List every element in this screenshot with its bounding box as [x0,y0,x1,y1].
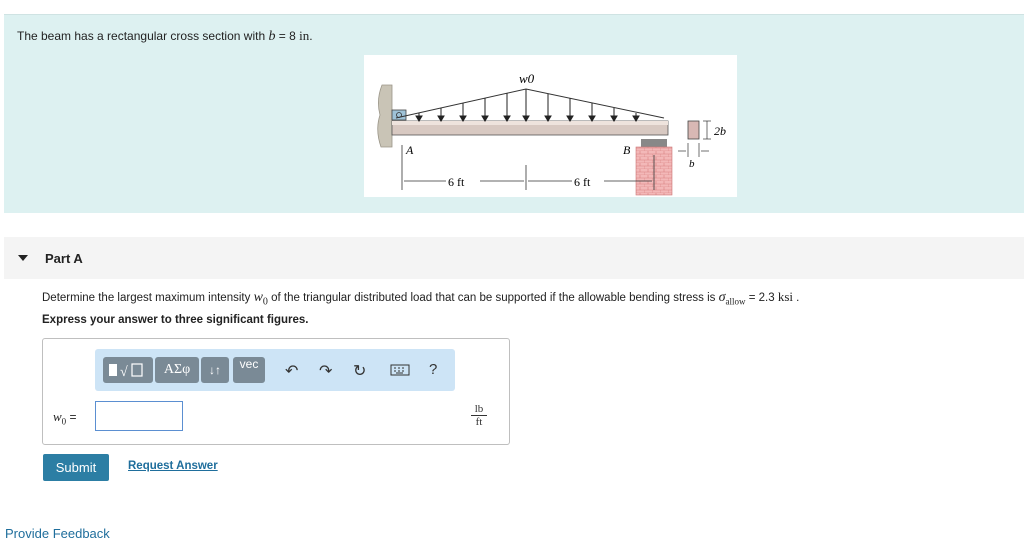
var-w: w [253,290,263,305]
question-text [42,289,799,307]
part-title: Part A [45,251,83,266]
dim-right-label: 6 ft [574,175,591,189]
templates-icon [103,357,153,383]
sigma-sub: allow [725,296,746,307]
beam-diagram [364,55,737,197]
answer-label [53,409,77,426]
problem-value: = 8 [275,29,300,43]
answer-label-eq: = [66,410,77,424]
w0-label: w0 [519,71,535,86]
label-a: A [406,143,414,157]
templates-button[interactable] [103,357,153,383]
sigma: σ [718,290,726,305]
greek-button[interactable]: ΑΣφ [155,357,199,383]
problem-text-prefix: The beam has a rectangular cross section with [17,29,269,43]
question-prefix: Determine the largest maximum intensity [42,292,254,304]
instruction: Express your answer to three significant figures. [42,314,309,326]
help-icon[interactable]: ? [429,361,438,378]
submit-button[interactable]: Submit [43,454,109,481]
vec-button[interactable]: vec [233,357,265,383]
reset-icon[interactable]: ↻ [353,363,367,380]
section-2b-label: 2b [714,124,726,138]
answer-label-var: w [53,409,62,424]
part-a-header[interactable] [4,237,1024,279]
keyboard-svg [390,363,410,377]
arrows-button[interactable]: ↓↑ [201,357,229,383]
question-suffix: . [792,292,800,304]
problem-unit: in [299,28,310,43]
cross-section [688,121,699,139]
pin-support-a [392,110,406,120]
svg-text:√: √ [120,365,128,380]
answer-label-sub: 0 [61,416,67,427]
math-toolbar [95,349,455,391]
triangular-load [396,89,664,118]
redo-icon[interactable]: ↷ [319,363,333,380]
roller-support-b [641,139,667,147]
dim-left-label: 6 ft [448,175,465,189]
answer-box [42,338,510,445]
label-b: B [623,143,631,157]
load-arrows [416,89,639,121]
beam-figure [364,55,737,197]
section-b-label: b [689,158,695,170]
request-answer-link[interactable]: Request Answer [128,460,218,472]
var-w-sub: 0 [262,296,268,308]
unit-fraction [471,403,487,428]
answer-input[interactable] [95,401,183,431]
problem-statement [17,28,313,45]
unit-denominator: ft [475,416,483,428]
stress-unit: ksi [777,289,793,304]
keyboard-icon[interactable] [390,363,410,382]
var-b: b [268,29,276,44]
unit-numerator: lb [471,403,487,416]
wall-support [378,85,392,147]
dimension-lines [402,145,654,190]
collapse-triangle-icon[interactable] [18,255,28,261]
question-middle: of the triangular distributed load that can be supported if the allowable bending stress is [267,292,719,304]
problem-panel [4,14,1024,213]
provide-feedback-link[interactable]: Provide Feedback [5,526,110,541]
stress-value: = 2.3 [745,292,778,304]
problem-suffix: . [309,29,313,43]
undo-icon[interactable]: ↶ [285,363,299,380]
